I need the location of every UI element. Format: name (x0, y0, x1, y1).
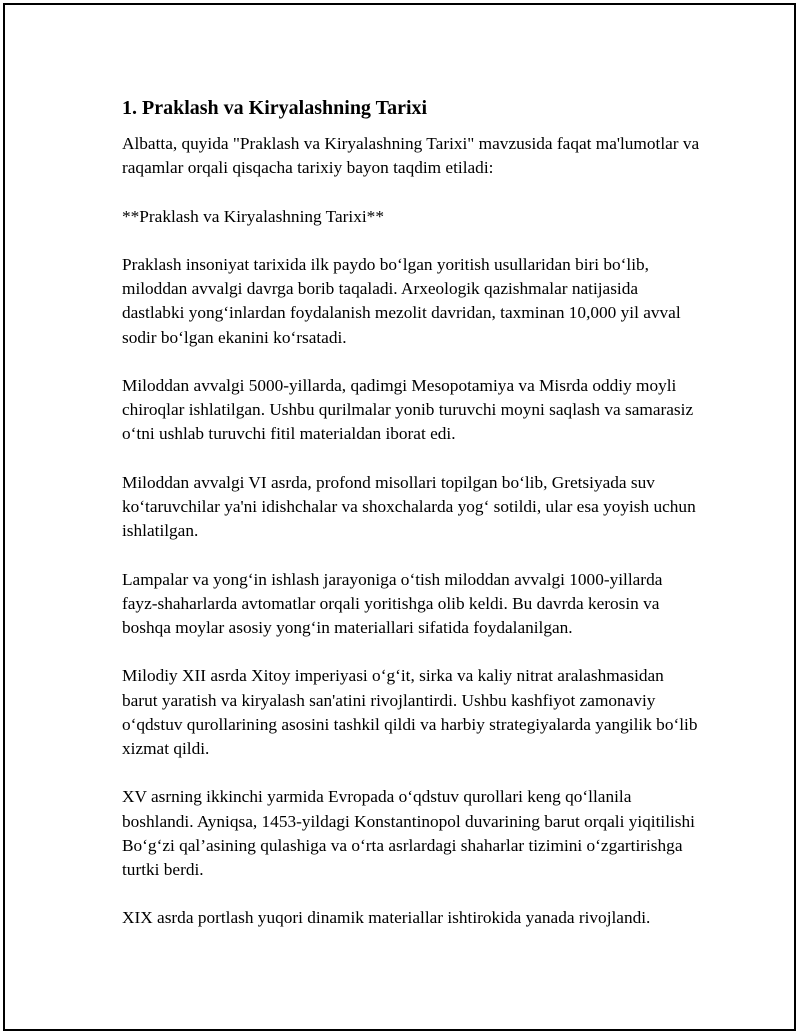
paragraph-oil-lamps: Miloddan avvalgi 5000-yillarda, qadimgi Mesopotamiya va Misrda oddiy moyli chiroqlar ishlatilgan. Ushbu qurilmalar yonib turuvchi moyni saqlash va samarasiz o‘tni ushlab turuvchi fitil materialdan iborat edi. (122, 375, 694, 444)
paragraph-intro: Albatta, quyida "Praklash va Kiryalashning Tarixi" mavzusida faqat ma'lumotlar va raqamlar orqali qisqacha tarixiy bayon taqdim etiladi: (122, 134, 700, 178)
paragraph-nineteenth-century: XIX asrda portlash yuqori dinamik materiallar ishtirokida yanada rivojlandi. (122, 908, 651, 928)
paragraph-china-gunpowder: Milodiy XII asrda Xitoy imperiyasi o‘g‘it, sirka va kaliy nitrat aralashmasidan barut yaratish va kiryalash san'atini rivojlantirdi. Ushbu kashfiyot zamonaviy o‘qdstuv qurollarining asosini tashkil qildi va harbiy strategiyalarda yangilik bo‘lib xizmat qildi. (122, 666, 698, 758)
paragraph-heading: **Praklash va Kiryalashning Tarixi** (122, 206, 384, 226)
page-frame (3, 3, 796, 1031)
paragraph-europe-firearms: XV asrning ikkinchi yarmida Evropada o‘qdstuv qurollari keng qo‘llanila boshlandi. Ayniqsa, 1453-yildagi Konstantinopol duvarining barut orqali yiqitilishi Bo‘g‘zi qal’asining qulashiga va o‘rta asrlardagi shaharlar tizimini o‘zgartirishga turtki berdi. (122, 787, 695, 879)
document-title: 1. Praklash va Kiryalashning Tarixi (122, 97, 428, 119)
document-body (122, 95, 702, 955)
paragraph-origins: Praklash insoniyat tarixida ilk paydo bo‘lgan yoritish usullaridan biri bo‘lib, miloddan avvalgi davrga borib taqaladi. Arxeologik qazishmalar natijasida dastlabki yong‘inlardan foydalanish mezolit davridan, taxminan 10,000 yil avval sodir bo‘lgan ekanini ko‘rsatadi. (122, 254, 681, 347)
paragraph-lamps-kerosene: Lampalar va yong‘in ishlash jarayoniga o‘tish miloddan avvalgi 1000-yillarda fayz-shaharlarda avtomatlar orqali yoritishga olib keldi. Bu davrda kerosin va boshqa moylar asosiy yong‘in materiallari sifatida foydalanilgan. (122, 569, 663, 637)
paragraph-greece: Miloddan avvalgi VI asrda, profond misollari topilgan bo‘lib, Gretsiyada suv ko‘taruvchilar ya'ni idishchalar va shoxchalarda yog‘ sotildi, ular esa yoyish uchun ishlatilgan. (122, 472, 696, 541)
